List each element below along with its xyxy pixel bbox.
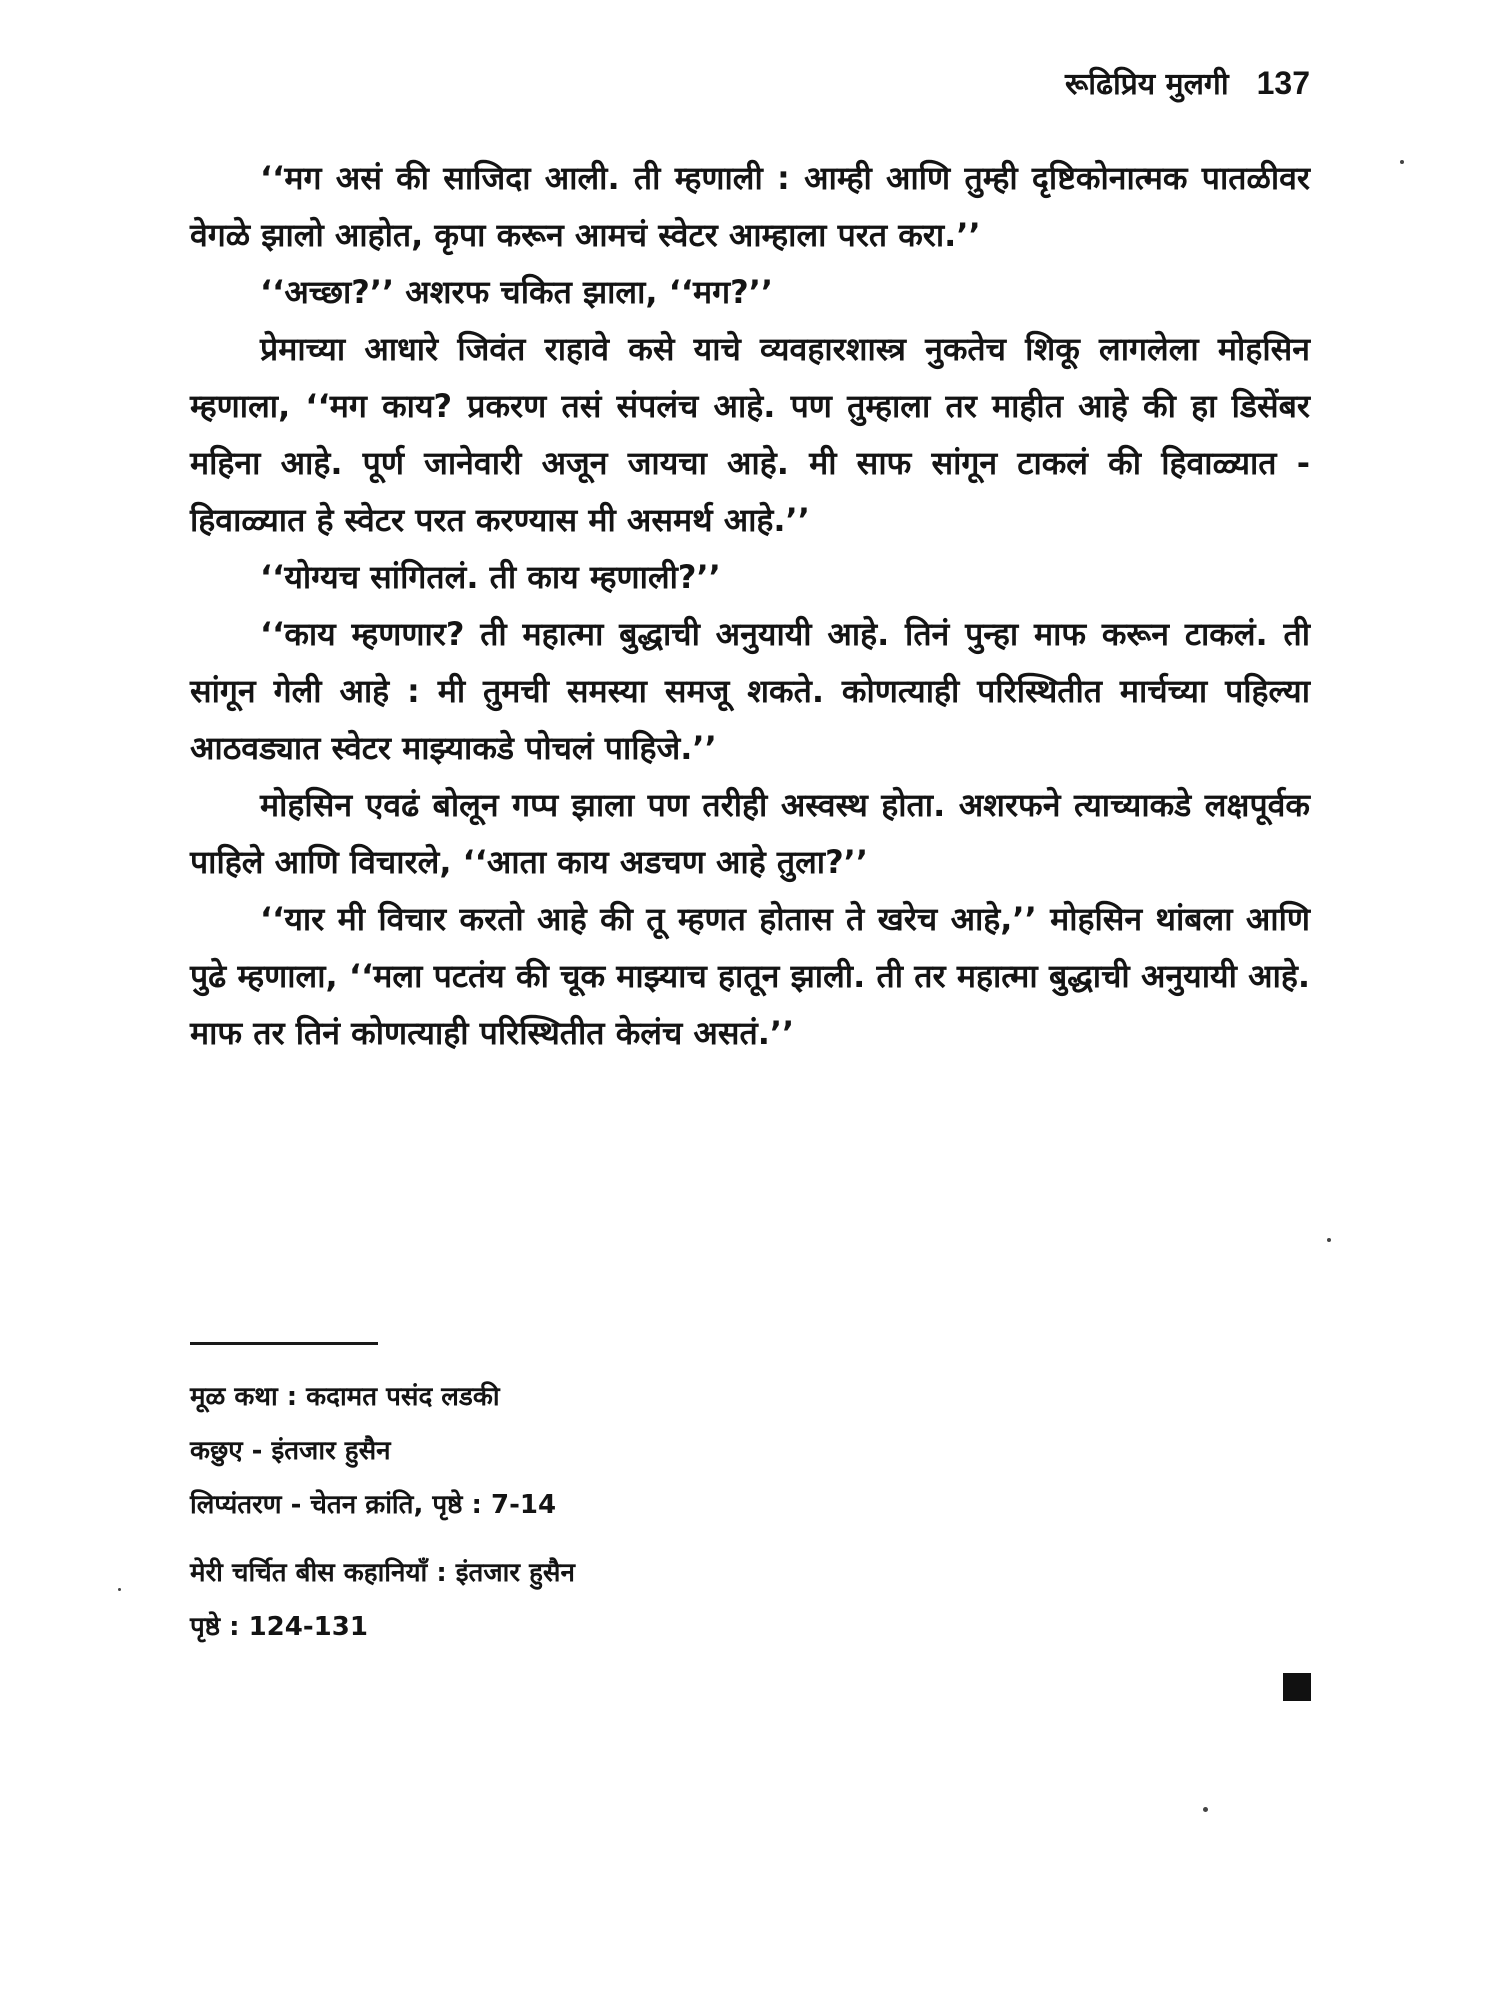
note-spacer — [190, 1532, 1090, 1546]
paragraph: मोहसिन एवढं बोलून गप्प झाला पण तरीही अस्वस्थ होता. अशरफने त्याच्याकडे लक्षपूर्वक पाहिले आणि विचारले, ‘‘आता काय अडचण आहे तुला?’’ — [190, 786, 1310, 881]
scan-speck — [1400, 160, 1404, 164]
story-text — [190, 150, 1310, 1062]
paragraph: ‘‘योग्यच सांगितलं. ती काय म्हणाली?’’ — [260, 558, 721, 596]
paragraph: ‘‘अच्छा?’’ अशरफ चकित झाला, ‘‘मग?’’ — [260, 273, 774, 311]
scan-speck — [1327, 1238, 1331, 1242]
paragraph: ‘‘काय म्हणणार? ती महात्मा बुद्धाची अनुयायी आहे. तिनं पुन्हा माफ करून टाकलं. ती सांगून गेली आहे : मी तुमची समस्या समजू शकते. कोणत्याही परिस्थितीत मार्चच्या पहिल्या आठवड्यात स्वेटर माझ्याकडे पोचलं पाहिजे.’’ — [190, 615, 1310, 767]
scan-speck — [118, 1588, 121, 1591]
paragraph: ‘‘मग असं की साजिदा आली. ती म्हणाली : आम्ही आणि तुम्ही दृष्टिकोनात्मक पातळीवर वेगळे झालो आहोत, कृपा करून आमचं स्वेटर आम्हाला परत करा.’’ — [190, 159, 1310, 254]
scan-speck — [1203, 1807, 1208, 1812]
page-header — [1065, 62, 1310, 103]
source-notes — [190, 1370, 1090, 1654]
note-pages: पृष्ठे : 124-131 — [190, 1612, 368, 1642]
paragraph: प्रेमाच्या आधारे जिवंत राहावे कसे याचे व्यवहारशास्त्र नुकतेच शिकू लागलेला मोहसिन म्हणाला, ‘‘मग काय? प्रकरण तसं संपलंच आहे. पण तुम्हाला तर माहीत आहे की हा डिसेंबर महिना आहे. पूर्ण जानेवारी अजून जायचा आहे. मी साफ सांगून टाकलं की हिवाळ्यात - हिवाळ्यात हे स्वेटर परत करण्यास मी असमर्थ आहे.’’ — [190, 330, 1310, 539]
footnote-divider — [190, 1342, 378, 1345]
note-collection: कछुए - इंतजार हुसैन — [190, 1436, 391, 1466]
note-book: मेरी चर्चित बीस कहानियाँ : इंतजार हुसैन — [190, 1558, 575, 1588]
running-title: रूढिप्रिय मुलगी — [1065, 67, 1229, 102]
note-transliteration: लिप्यंतरण - चेतन क्रांति, पृष्ठे : 7-14 — [190, 1490, 557, 1520]
end-of-chapter-mark — [1283, 1673, 1311, 1701]
paragraph: ‘‘यार मी विचार करतो आहे की तू म्हणत होतास ते खरेच आहे,’’ मोहसिन थांबला आणि पुढे म्हणाला, ‘‘मला पटतंय की चूक माझ्याच हातून झाली. ती तर महात्मा बुद्धाची अनुयायी आहे. माफ तर तिनं कोणत्याही परिस्थितीत केलंच असतं.’’ — [190, 900, 1310, 1052]
note-source-story: मूळ कथा : कदामत पसंद लडकी — [190, 1382, 500, 1412]
page-number: 137 — [1256, 65, 1310, 101]
